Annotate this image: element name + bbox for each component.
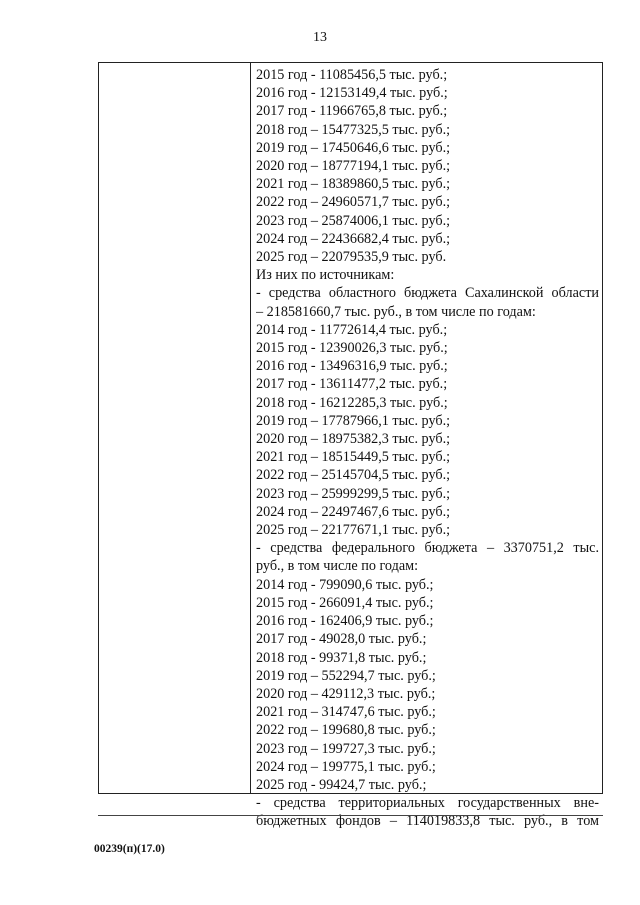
text-line: 2024 год – 22497467,6 тыс. руб.;: [256, 503, 451, 520]
text-line: 2014 год - 799090,6 тыс. руб.;: [256, 576, 434, 593]
text-line: 2020 год – 429112,3 тыс. руб.;: [256, 685, 436, 702]
text-line: 2022 год – 25145704,5 тыс. руб.;: [256, 467, 451, 484]
text-line: 2018 год - 99371,8 тыс. руб.;: [256, 649, 427, 666]
text-line: 2024 год – 22436682,4 тыс. руб.;: [256, 230, 451, 247]
document-code: 00239(п)(17.0): [94, 843, 165, 855]
text-line: 2014 год - 11772614,4 тыс. руб.;: [256, 321, 448, 338]
text-line: 2020 год – 18975382,3 тыс. руб.;: [256, 431, 451, 448]
text-line: 2017 год - 49028,0 тыс. руб.;: [256, 631, 427, 648]
text-line: 2023 год – 25874006,1 тыс. руб.;: [256, 212, 451, 229]
text-line: 2023 год – 199727,3 тыс. руб.;: [256, 740, 436, 757]
text-line: 2022 год – 199680,8 тыс. руб.;: [256, 722, 436, 739]
text-line: - средства федерального бюджета – 3370751,2 тыс.: [256, 540, 599, 557]
text-line: 2019 год – 17450646,6 тыс. руб.;: [256, 139, 451, 156]
text-line: 2021 год – 314747,6 тыс. руб.;: [256, 704, 436, 721]
text-line: 2025 год – 22079535,9 тыс. руб.: [256, 249, 447, 266]
text-line: 2016 год - 13496316,9 тыс. руб.;: [256, 358, 448, 375]
text-line: 2022 год – 24960571,7 тыс. руб.;: [256, 194, 451, 211]
text-line: 2015 год - 12390026,3 тыс. руб.;: [256, 340, 448, 357]
footer-divider: [98, 815, 603, 816]
text-line: бюджетных фондов – 114019833,8 тыс. руб., в том: [256, 813, 599, 830]
text-line: 2017 год - 11966765,8 тыс. руб.;: [256, 103, 448, 120]
page-number: 13: [313, 30, 327, 45]
table-left-column: [99, 63, 251, 793]
text-line: 2019 год – 17787966,1 тыс. руб.;: [256, 412, 451, 429]
text-line: 2018 год - 16212285,3 тыс. руб.;: [256, 394, 448, 411]
text-line: – 218581660,7 тыс. руб., в том числе по годам:: [256, 303, 536, 320]
text-line: - средства территориальных государственных вне-: [256, 795, 599, 812]
text-line: 2021 год – 18515449,5 тыс. руб.;: [256, 449, 451, 466]
text-line: 2023 год – 25999299,5 тыс. руб.;: [256, 485, 451, 502]
text-line: 2021 год – 18389860,5 тыс. руб.;: [256, 176, 451, 193]
text-line: 2015 год - 11085456,5 тыс. руб.;: [256, 67, 448, 83]
text-line: 2024 год – 199775,1 тыс. руб.;: [256, 758, 436, 775]
text-line: 2015 год - 266091,4 тыс. руб.;: [256, 594, 434, 611]
text-line: 2017 год - 13611477,2 тыс. руб.;: [256, 376, 448, 393]
text-line: 2016 год - 162406,9 тыс. руб.;: [256, 613, 434, 630]
text-line: 2025 год - 99424,7 тыс. руб.;: [256, 776, 427, 793]
text-line: 2018 год – 15477325,5 тыс. руб.;: [256, 121, 451, 138]
text-line: 2020 год – 18777194,1 тыс. руб.;: [256, 158, 451, 175]
program-table: [98, 62, 603, 830]
text-line: руб., в том числе по годам:: [256, 558, 419, 575]
text-line: 2019 год – 552294,7 тыс. руб.;: [256, 667, 436, 684]
text-line: - средства областного бюджета Сахалинской области: [256, 285, 599, 302]
financing-text-column: [256, 66, 599, 831]
text-line: 2025 год – 22177671,1 тыс. руб.;: [256, 522, 451, 539]
text-line: Из них по источникам:: [256, 267, 395, 284]
text-line: 2016 год - 12153149,4 тыс. руб.;: [256, 85, 448, 102]
